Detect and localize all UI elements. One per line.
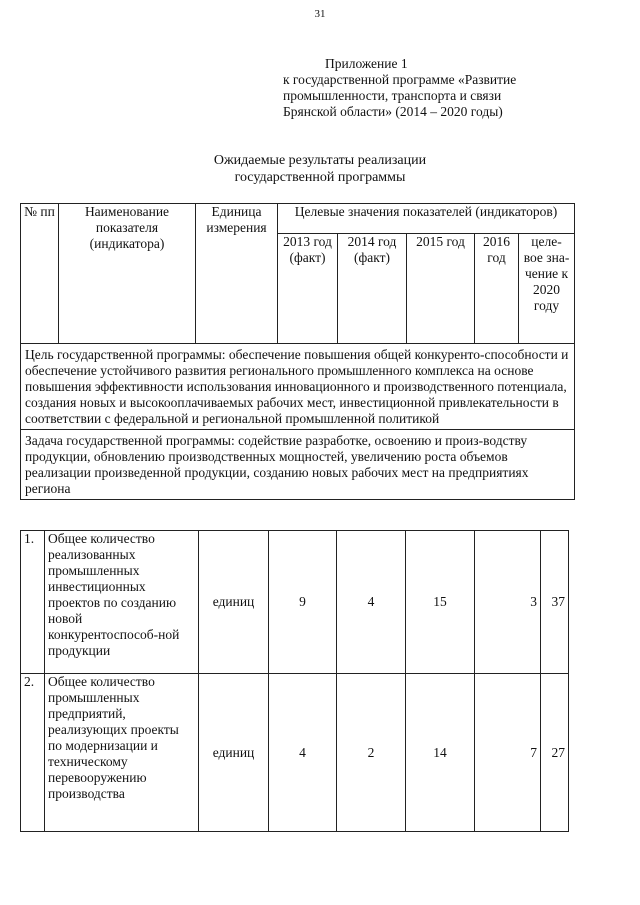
heading-line-2: государственной программы (234, 170, 406, 185)
appendix-line-3: промышленности, транспорта и связи (283, 88, 502, 103)
row-indicator-name: Общее количество реализованных промышленных инвестиционных проектов по созданию новой конкурентоспособ-ной продукции (45, 531, 199, 674)
document-heading (0, 152, 640, 186)
row-value-2016: 3 (475, 531, 541, 674)
row-value-2014: 2 (337, 674, 406, 832)
page-number: 31 (314, 8, 326, 20)
header-table (20, 203, 575, 500)
row-value-2013: 9 (269, 531, 337, 674)
row-value-2016: 7 (475, 674, 541, 832)
row-indicator-name: Общее количество промышленных предприятий, реализующих проекты по модернизации и техническому перевооружению производства (45, 674, 199, 832)
appendix-line-4: Брянской области» (2014 – 2020 годы) (283, 104, 503, 119)
row-value-2013: 4 (269, 674, 337, 832)
row-unit: единиц (199, 674, 269, 832)
program-task-row: Задача государственной программы: содействие разработке, освоению и произ-водству продукции, обновлению производственных мощностей, увеличению роста объемов реализации произведенной продукции, созданию новых рабочих мест на предприятиях региона (21, 430, 575, 500)
header-num: № пп (21, 204, 59, 344)
header-year-2013: 2013 год (факт) (278, 234, 338, 344)
header-target-values: Целевые значения показателей (индикаторов) (278, 204, 575, 234)
row-num: 1. (21, 531, 45, 674)
indicators-table (20, 530, 569, 832)
heading-line-1: Ожидаемые результаты реализации (213, 153, 427, 168)
appendix-line-2: к государственной программе «Развитие (283, 72, 517, 87)
row-num: 2. (21, 674, 45, 832)
row-value-2015: 14 (406, 674, 475, 832)
header-year-2014: 2014 год (факт) (338, 234, 407, 344)
table-row (21, 674, 569, 832)
row-unit: единиц (199, 531, 269, 674)
program-goal-row: Цель государственной программы: обеспечение повышения общей конкуренто-способности и обеспечение устойчивого развития регионального промышленного комплекса на основе повышения эффективности использования инновационного и производственного потенциала, создания новых и высокооплачиваемых рабочих мест, инвестиционной привлекательности в соответствии с федеральной и региональной промышленной политикой (21, 344, 575, 430)
header-unit: Единица измерения (196, 204, 278, 344)
header-year-2016: 2016 год (475, 234, 519, 344)
header-target-2020: целе-вое зна-чение к 2020 году (519, 234, 575, 344)
appendix-block (283, 56, 516, 120)
header-indicator-name: Наименование показателя (индикатора) (59, 204, 196, 344)
appendix-line-1: Приложение 1 (325, 56, 408, 71)
row-value-2015: 15 (406, 531, 475, 674)
row-value-2020: 27 (541, 674, 569, 832)
header-year-2015: 2015 год (407, 234, 475, 344)
row-value-2014: 4 (337, 531, 406, 674)
table-row (21, 531, 569, 674)
row-value-2020: 37 (541, 531, 569, 674)
